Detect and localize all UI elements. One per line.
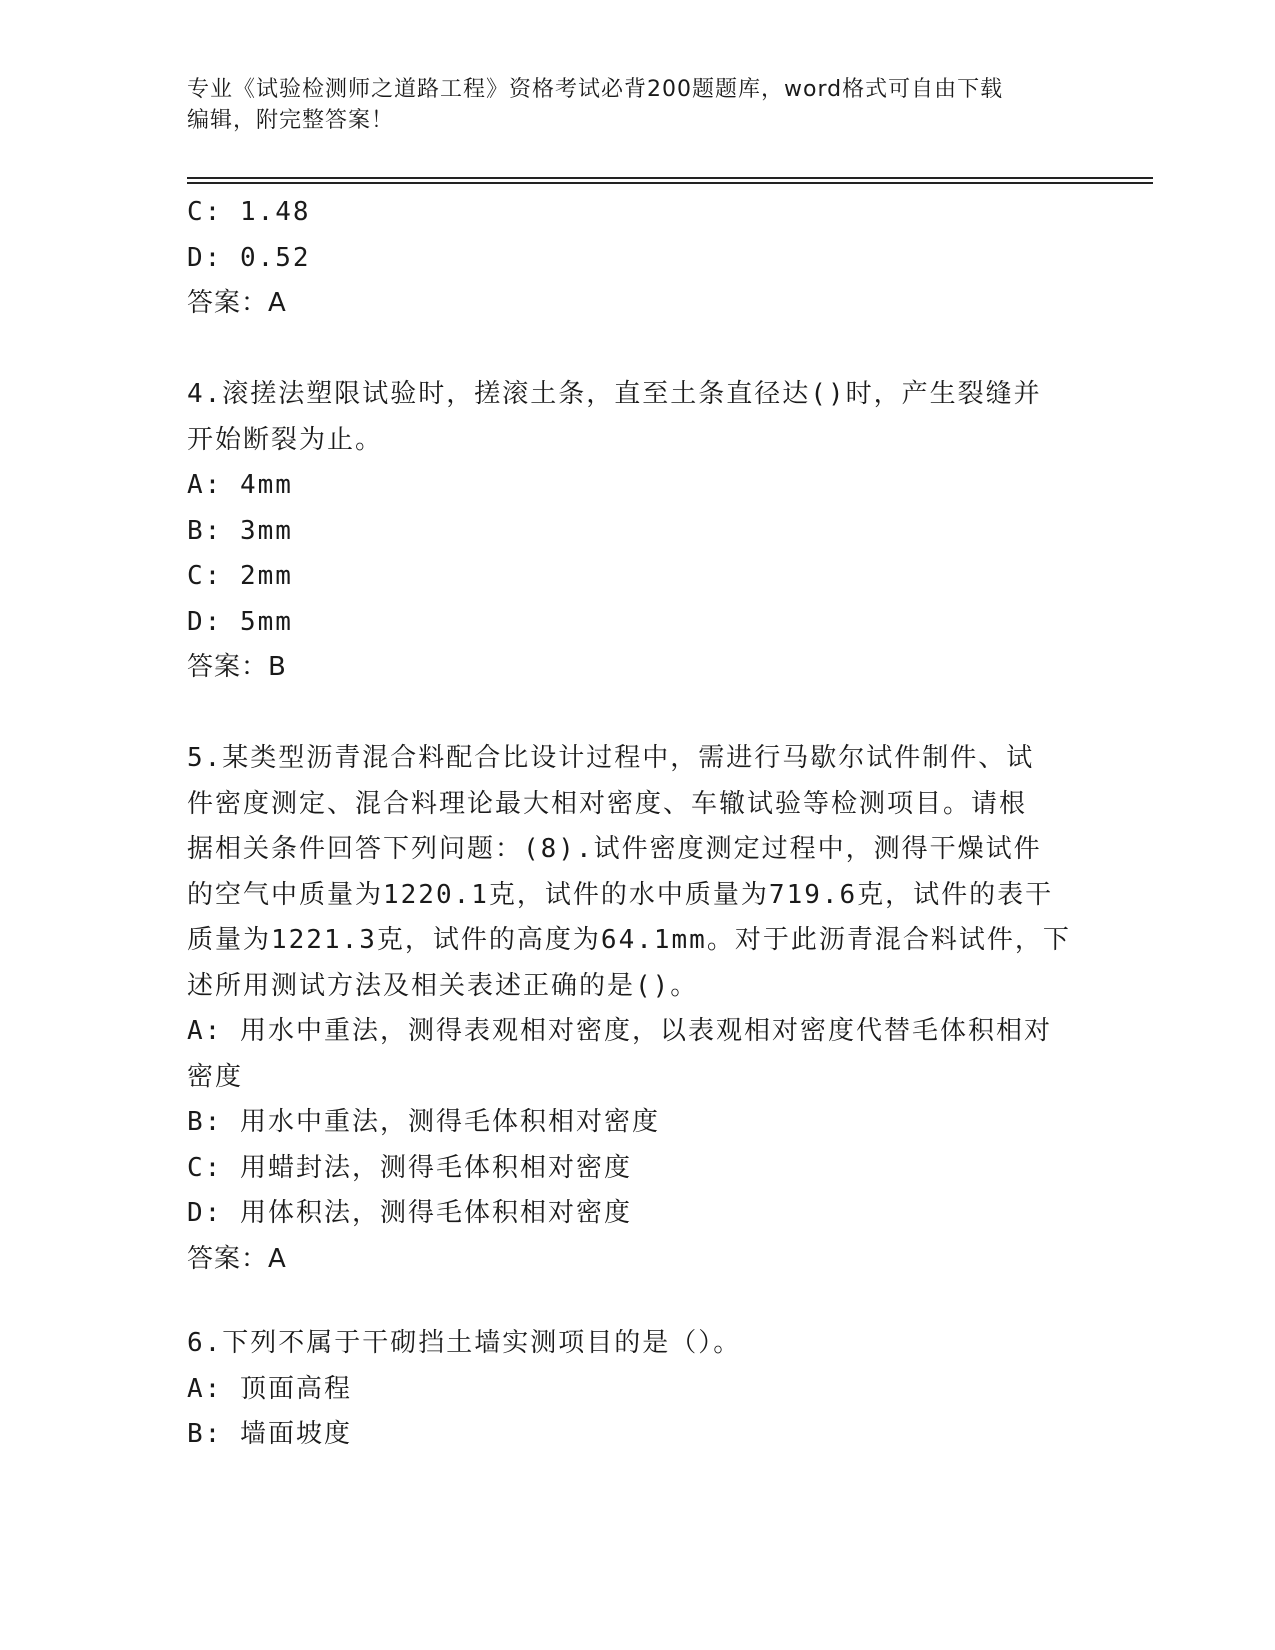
answer-line: 答案：A: [187, 1243, 287, 1274]
option-a: A: 顶面高程: [187, 1373, 352, 1404]
spacer: [187, 327, 1087, 373]
option-d: D: 0.52: [187, 242, 311, 273]
option-a: A: 用水中重法，测得表观相对密度，以表观相对密度代替毛体积相对: [187, 1016, 1052, 1046]
question-stem-line: 6.下列不属于干砌挡土墙实测项目的是（）。: [187, 1328, 742, 1358]
option-b: B: 3mm: [187, 515, 293, 546]
document-header: [187, 74, 1087, 136]
answer-line: 答案：A: [187, 288, 287, 318]
option-a: A: 4mm: [187, 470, 293, 500]
option-c: C: 2mm: [187, 561, 293, 591]
option-d: D: 用体积法，测得毛体积相对密度: [187, 1198, 632, 1228]
option-c: C: 用蜡封法，测得毛体积相对密度: [187, 1152, 632, 1183]
question-list: [187, 190, 1087, 1458]
question-6: [187, 1321, 1087, 1458]
option-c: C: 1.48: [187, 197, 311, 227]
question-stem-line: 的空气中质量为1220.1克，试件的水中质量为719.6克，试件的表干: [187, 879, 1054, 910]
question-stem-line: 述所用测试方法及相关表述正确的是()。: [187, 970, 699, 1001]
question-stem-line: 质量为1221.3克，试件的高度为64.1mm。对于此沥青混合料试件，下: [187, 925, 1071, 955]
header-divider-top: [187, 177, 1153, 179]
header-title-line-1: 专业《试验检测师之道路工程》资格考试必背200题题库，word格式可自由下载: [187, 77, 1004, 102]
question-5: [187, 736, 1087, 1282]
answer-line: 答案：B: [187, 652, 287, 682]
question-3: [187, 190, 1087, 327]
option-b: B: 用水中重法，测得毛体积相对密度: [187, 1107, 660, 1137]
question-4: [187, 372, 1087, 691]
header-divider-bottom: [187, 182, 1153, 184]
spacer: [187, 691, 1087, 737]
question-stem-line: 开始断裂为止。: [187, 424, 384, 455]
question-stem-line: 4.滚搓法塑限试验时，搓滚土条，直至土条直径达()时，产生裂缝并: [187, 379, 1042, 409]
question-stem-line: 件密度测定、混合料理论最大相对密度、车辙试验等检测项目。请根: [187, 788, 1028, 819]
spacer: [187, 1282, 1087, 1321]
question-stem-line: 据相关条件回答下列问题：(8).试件密度测定过程中，测得干燥试件: [187, 834, 1042, 864]
header-title-line-2: 编辑，附完整答案！: [187, 108, 395, 133]
question-stem-line: 5.某类型沥青混合料配合比设计过程中，需进行马歇尔试件制件、试: [187, 743, 1035, 773]
option-b: B: 墙面坡度: [187, 1419, 352, 1449]
option-a-continuation: 密度: [187, 1061, 244, 1092]
option-d: D: 5mm: [187, 606, 293, 637]
